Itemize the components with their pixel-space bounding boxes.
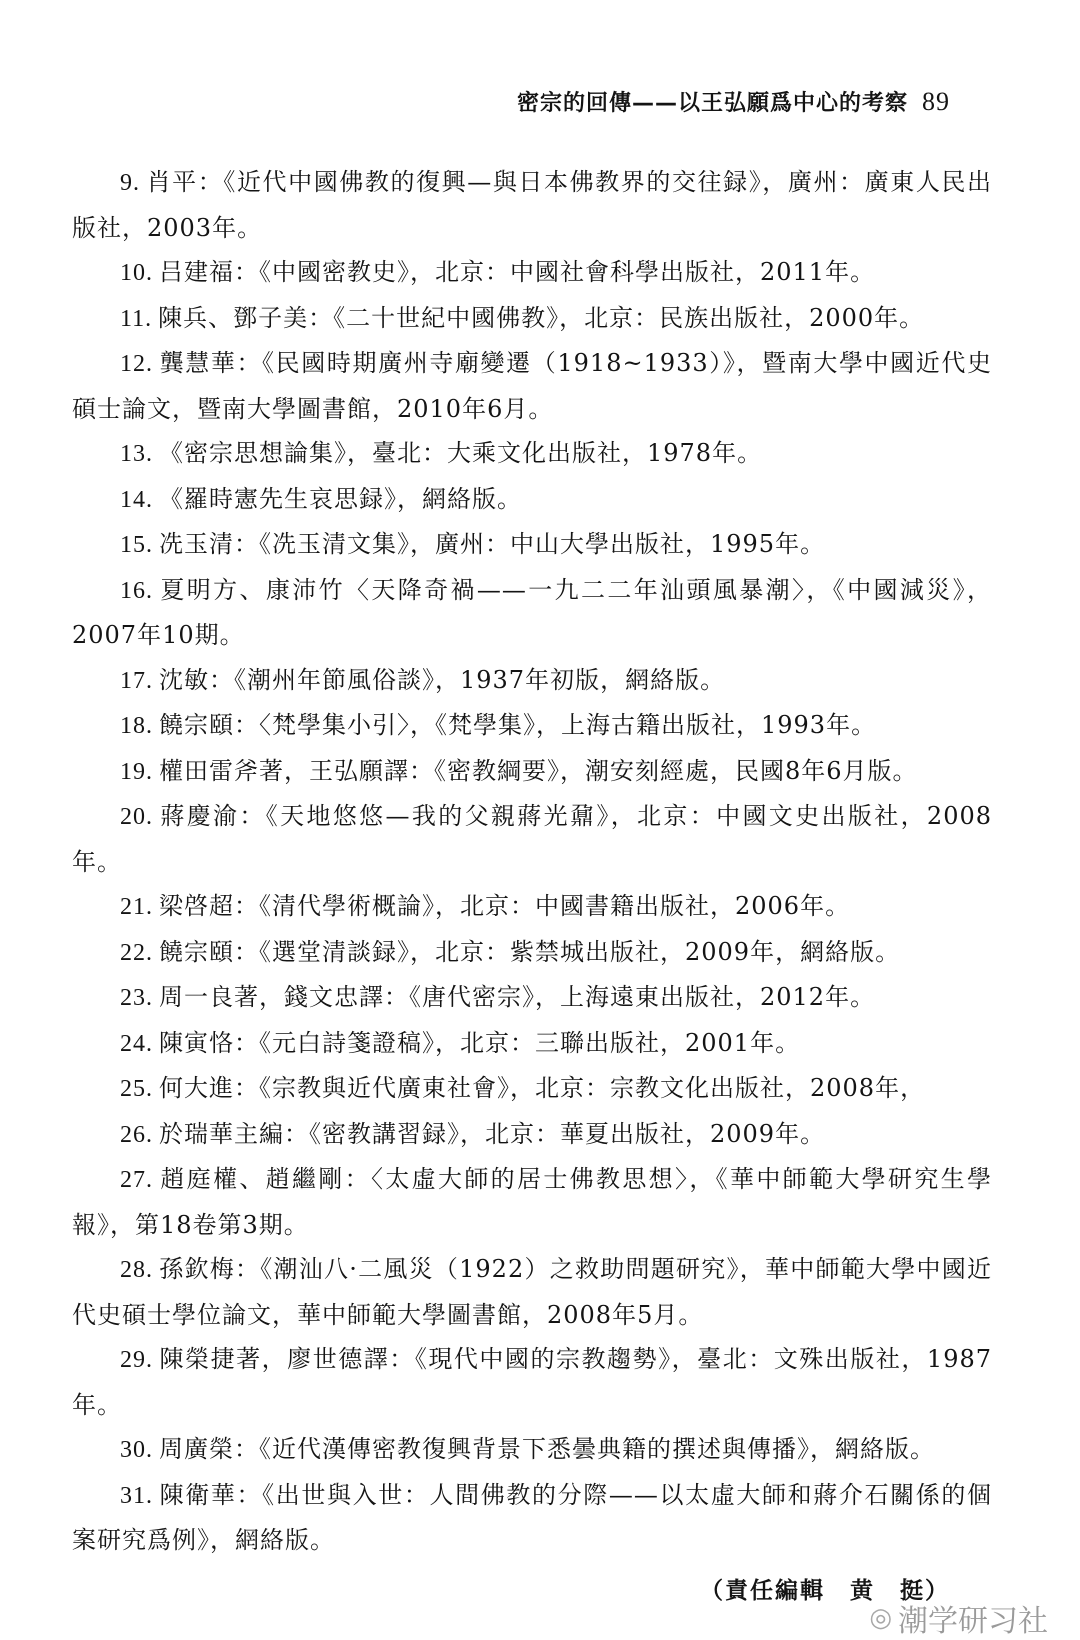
list-item: [72, 296, 992, 342]
list-item: [72, 1021, 992, 1067]
ref-text: 梁啓超：《清代學術概論》，北京：中國書籍出版社，2006年。: [159, 892, 851, 920]
list-item: [72, 250, 992, 296]
list-item: [72, 749, 992, 795]
ref-number: 16.: [120, 577, 153, 604]
list-item: [72, 341, 992, 431]
list-item: [72, 1427, 992, 1473]
ref-text: 饒宗頤：《選堂清談録》，北京：紫禁城出版社，2009年，網絡版。: [159, 937, 901, 966]
ref-text: 趙庭權、趙繼剛：〈太虛大師的居士佛教思想〉，《華中師範大學研究生學報》，第18卷第3期。: [72, 1165, 992, 1239]
running-title: 密宗的回傳——以王弘願爲中心的考察: [516, 91, 908, 116]
list-item: [72, 794, 992, 884]
ref-number: 31.: [120, 1482, 153, 1509]
ref-text: 饒宗頤：〈梵學集小引〉，《梵學集》，上海古籍出版社，1993年。: [159, 711, 877, 739]
ref-number: 30.: [120, 1437, 153, 1463]
ref-text: 《密宗思想論集》，臺北：大乘文化出版社，1978年。: [159, 439, 763, 467]
ref-text: 吕建福：《中國密教史》，北京：中國社會科學出版社，2011年。: [159, 258, 876, 286]
ref-number: 22.: [120, 939, 153, 966]
list-item: [72, 1337, 992, 1427]
ref-text: 蔣慶渝：《天地悠悠—我的父親蔣光鼐》，北京：中國文史出版社，2008年。: [72, 802, 992, 876]
reference-list: [72, 160, 992, 1563]
list-item: [72, 975, 992, 1021]
ref-number: 19.: [120, 758, 153, 785]
ref-text: 肖平：《近代中國佛教的復興—與日本佛教界的交往録》，廣州：廣東人民出版社，2003年。: [72, 168, 992, 242]
running-header: [517, 86, 950, 117]
ref-number: 20.: [120, 804, 153, 830]
ref-number: 25.: [120, 1076, 153, 1102]
wechat-icon: ◎: [869, 1603, 892, 1633]
list-item: [72, 1157, 992, 1247]
list-item: [72, 930, 992, 976]
page-number: 89: [922, 87, 950, 116]
list-item: [72, 884, 992, 930]
ref-text: 沈敏：《潮州年節風俗談》，1937年初版，網絡版。: [159, 665, 726, 694]
ref-number: 28.: [120, 1257, 153, 1283]
watermark-text: 潮学研习社: [898, 1604, 1048, 1639]
list-item: [72, 431, 992, 477]
ref-number: 10.: [120, 260, 153, 286]
watermark: [869, 1596, 1048, 1640]
list-item: [72, 160, 992, 250]
ref-text: 孫欽梅：《潮汕八·二風災（1922）之救助問題研究》，華中師範大學中國近代史碩士學位論文，華中師範大學圖書館，2008年5月。: [72, 1255, 992, 1329]
ref-text: 陳榮捷著，廖世德譯：《現代中國的宗教趨勢》，臺北：文殊出版社，1987年。: [72, 1345, 992, 1419]
ref-text: 何大進：《宗教與近代廣東社會》，北京：宗教文化出版社，2008年，: [159, 1074, 926, 1102]
ref-text: 陳兵、鄧子美：《二十世紀中國佛教》，北京：民族出版社，2000年。: [158, 303, 925, 332]
ref-text: 權田雷斧著，王弘願譯：《密教綱要》，潮安刻經處，民國8年6月版。: [159, 756, 918, 785]
ref-number: 11.: [120, 305, 153, 332]
ref-number: 27.: [120, 1167, 153, 1193]
list-item: [72, 1473, 992, 1563]
ref-number: 26.: [120, 1121, 153, 1148]
list-item: [72, 477, 992, 523]
list-item: [72, 1112, 992, 1158]
ref-text: 於瑞華主編：《密教講習録》，北京：華夏出版社，2009年。: [159, 1119, 826, 1148]
ref-number: 24.: [120, 1030, 153, 1057]
ref-text: 陳衛華：《出世與入世：人間佛教的分際——以太虛大師和蔣介石關係的個案研究爲例》，網絡版。: [72, 1480, 992, 1554]
ref-text: 《羅時憲先生哀思録》，網絡版。: [159, 484, 522, 513]
ref-text: 周廣榮：《近代漢傳密教復興背景下悉曇典籍的撰述與傳播》，網絡版。: [159, 1435, 935, 1463]
ref-number: 17.: [120, 667, 153, 694]
ref-text: 陳寅恪：《元白詩箋證稿》，北京：三聯出版社，2001年。: [159, 1028, 801, 1057]
ref-number: 18.: [120, 713, 153, 739]
list-item: [72, 1247, 992, 1337]
ref-number: 12.: [120, 351, 153, 377]
list-item: [72, 568, 992, 658]
editor-credit: （責任編輯 黄 挺）: [700, 1578, 950, 1604]
ref-text: 龔慧華：《民國時期廣州寺廟變遷（1918~1933）》，暨南大學中國近代史碩士論文，暨南大學圖書館，2010年6月。: [72, 349, 992, 423]
ref-number: 21.: [120, 894, 153, 920]
ref-number: 29.: [120, 1347, 153, 1373]
list-item: [72, 658, 992, 704]
ref-number: 9.: [120, 170, 140, 196]
list-item: [72, 703, 992, 749]
ref-number: 14.: [120, 486, 153, 513]
ref-number: 13.: [120, 441, 153, 467]
ref-number: 23.: [120, 985, 153, 1011]
ref-text: 冼玉清：《冼玉清文集》，廣州：中山大學出版社，1995年。: [159, 530, 826, 558]
list-item: [72, 1066, 992, 1112]
ref-text: 夏明方、康沛竹〈天降奇禍——一九二二年汕頭風暴潮〉，《中國減災》，2007年10期。: [72, 575, 992, 649]
list-item: [72, 522, 992, 568]
ref-number: 15.: [120, 532, 153, 558]
ref-text: 周一良著，錢文忠譯：《唐代密宗》，上海遠東出版社，2012年。: [159, 983, 876, 1011]
